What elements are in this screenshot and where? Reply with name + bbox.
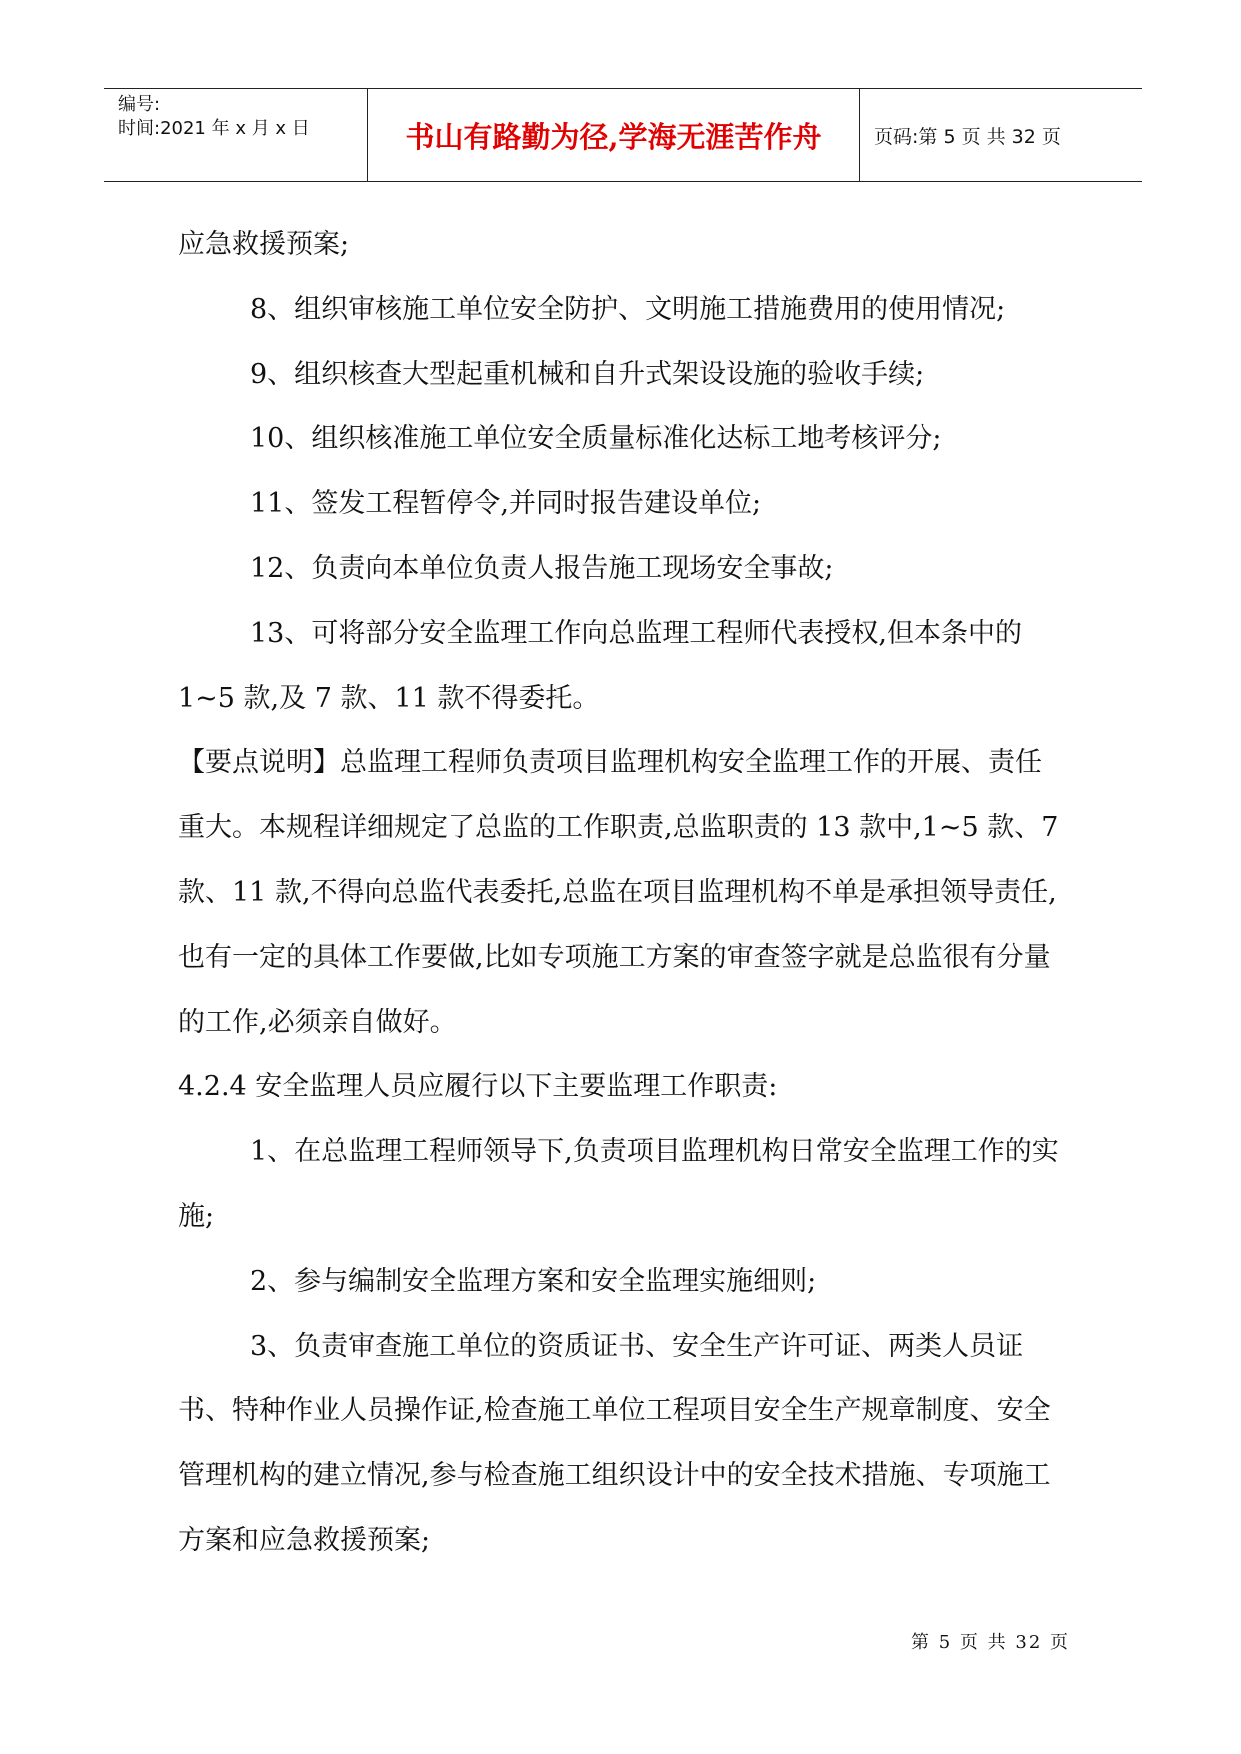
number-label: 编号:: [118, 94, 161, 115]
paragraph: 【要点说明】总监理工程师负责项目监理机构安全监理工作的开展、责任重大。本规程详细规定了总监的工作职责,总监职责的 13 款中,1~5 款、7 款、11 款,不得向总监代表委托,总监在项目监理机构不单是承担领导责任,也有一定的具体工作要做,比如专项施工方案的审查签字就是总监很有分量的工作,必须亲自做好。: [178, 747, 1068, 1038]
header-motto: 书山有路勤为径,学海无涯苦作舟: [368, 89, 860, 181]
header-meta: [104, 89, 368, 181]
document-body: [178, 213, 1068, 1574]
paragraph: 12、负责向本单位负责人报告施工现场安全事故;: [250, 552, 834, 584]
paragraph: 10、组织核准施工单位安全质量标准化达标工地考核评分;: [250, 423, 942, 455]
paragraph: 1、在总监理工程师领导下,负责项目监理机构日常安全监理工作的实施;: [178, 1136, 1059, 1232]
paragraph: 9、组织核查大型起重机械和自升式架设设施的验收手续;: [250, 358, 925, 390]
header-page-info: 页码:第 5 页 共 32 页: [874, 125, 1061, 148]
paragraph: 2、参与编制安全监理方案和安全监理实施细则;: [250, 1265, 817, 1297]
paragraph: 11、签发工程暂停令,并同时报告建设单位;: [250, 488, 762, 520]
paragraph: 应急救援预案;: [178, 229, 350, 260]
time-label: 时间:2021 年 x 月 x 日: [118, 118, 310, 139]
document-header: [104, 88, 1142, 182]
section-heading: 4.2.4 安全监理人员应履行以下主要监理工作职责:: [178, 1071, 778, 1103]
paragraph: 8、组织审核施工单位安全防护、文明施工措施费用的使用情况;: [250, 293, 1006, 325]
page-footer: 第 5 页 共 32 页: [911, 1632, 1070, 1653]
paragraph: 13、可将部分安全监理工作向总监理工程师代表授权,但本条中的 1~5 款,及 7 款、11 款不得委托。: [178, 617, 1031, 714]
paragraph: 3、负责审查施工单位的资质证书、安全生产许可证、两类人员证书、特种作业人员操作证,检查施工单位工程项目安全生产规章制度、安全管理机构的建立情况,参与检查施工组织设计中的安全技术措施、专项施工方案和应急救援预案;: [178, 1330, 1051, 1556]
